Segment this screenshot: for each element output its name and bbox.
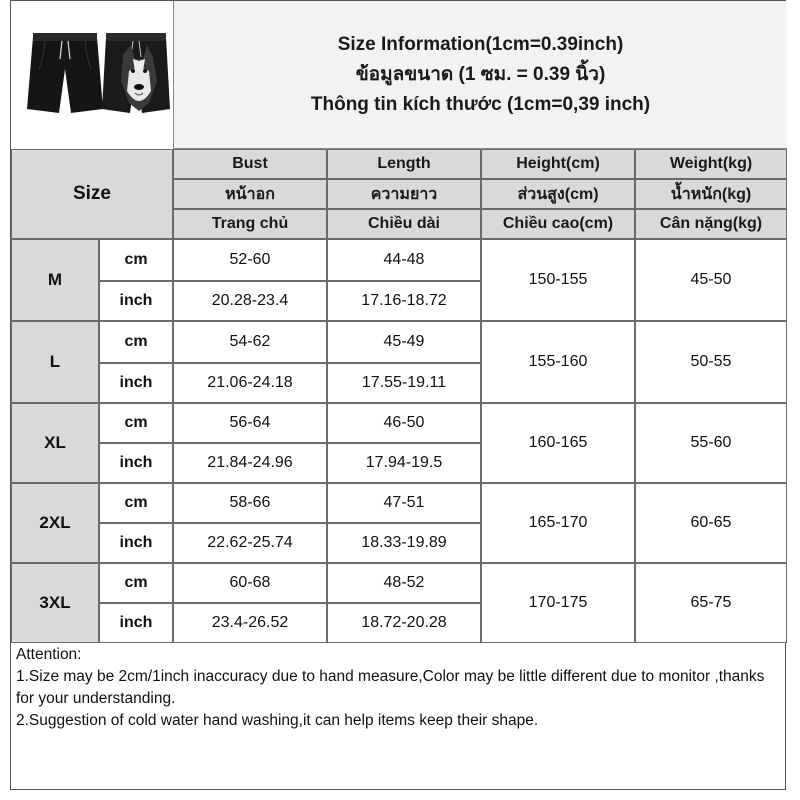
length-cm-m: 44-48 — [327, 239, 481, 281]
unit-inch: inch — [99, 363, 173, 403]
column-height-en: Height(cm) — [481, 149, 635, 179]
size-label-m: M — [11, 239, 99, 321]
column-bust-vi: Trang chủ — [173, 209, 327, 239]
column-length-en: Length — [327, 149, 481, 179]
size-label-l: L — [11, 321, 99, 403]
height-3xl: 170-175 — [481, 563, 635, 643]
unit-cm: cm — [99, 563, 173, 603]
note-line-2: 2.Suggestion of cold water hand washing,it can help items keep their shape. — [16, 712, 539, 729]
column-length-th: ความยาว — [327, 179, 481, 209]
unit-cm: cm — [99, 239, 173, 281]
bust-inch-3xl: 23.4-26.52 — [173, 603, 327, 643]
length-inch-l: 17.55-19.11 — [327, 363, 481, 403]
bust-cm-xl: 56-64 — [173, 403, 327, 443]
husky-print-shorts-image — [101, 31, 171, 117]
height-m: 150-155 — [481, 239, 635, 321]
length-cm-2xl: 47-51 — [327, 483, 481, 523]
attention-notes — [11, 641, 787, 735]
product-photos — [11, 1, 173, 149]
bust-cm-3xl: 60-68 — [173, 563, 327, 603]
column-bust-th: หน้าอก — [173, 179, 327, 209]
column-height-vi: Chiều cao(cm) — [481, 209, 635, 239]
column-weight-en: Weight(kg) — [635, 149, 787, 179]
bust-cm-m: 52-60 — [173, 239, 327, 281]
title-thai: ข้อมูลขนาด (1 ซม. = 0.39 นิ้ว) — [355, 63, 606, 85]
attention-heading: Attention: — [16, 646, 82, 663]
size-chart-sheet — [10, 0, 786, 790]
weight-xl: 55-60 — [635, 403, 787, 483]
unit-inch: inch — [99, 523, 173, 563]
length-cm-l: 45-49 — [327, 321, 481, 363]
unit-cm: cm — [99, 403, 173, 443]
column-bust-en: Bust — [173, 149, 327, 179]
column-weight-th: น้ำหนัก(kg) — [635, 179, 787, 209]
weight-l: 50-55 — [635, 321, 787, 403]
weight-2xl: 60-65 — [635, 483, 787, 563]
bust-inch-l: 21.06-24.18 — [173, 363, 327, 403]
bust-cm-l: 54-62 — [173, 321, 327, 363]
size-header: Size — [11, 149, 173, 239]
height-l: 155-160 — [481, 321, 635, 403]
bust-cm-2xl: 58-66 — [173, 483, 327, 523]
bust-inch-xl: 21.84-24.96 — [173, 443, 327, 483]
column-length-vi: Chiều dài — [327, 209, 481, 239]
weight-m: 45-50 — [635, 239, 787, 321]
unit-inch: inch — [99, 281, 173, 321]
length-inch-2xl: 18.33-19.89 — [327, 523, 481, 563]
length-inch-m: 17.16-18.72 — [327, 281, 481, 321]
length-cm-xl: 46-50 — [327, 403, 481, 443]
column-height-th: ส่วนสูง(cm) — [481, 179, 635, 209]
unit-inch: inch — [99, 443, 173, 483]
bust-inch-2xl: 22.62-25.74 — [173, 523, 327, 563]
unit-cm: cm — [99, 321, 173, 363]
title-vietnamese: Thông tin kích thước (1cm=0,39 inch) — [310, 93, 651, 115]
title-english: Size Information(1cm=0.39inch) — [337, 33, 624, 55]
size-label-xl: XL — [11, 403, 99, 483]
size-label-2xl: 2XL — [11, 483, 99, 563]
size-label-3xl: 3XL — [11, 563, 99, 643]
column-weight-vi: Cân nặng(kg) — [635, 209, 787, 239]
size-information-title — [173, 1, 787, 149]
height-2xl: 165-170 — [481, 483, 635, 563]
height-xl: 160-165 — [481, 403, 635, 483]
weight-3xl: 65-75 — [635, 563, 787, 643]
black-shorts-image — [25, 29, 105, 119]
bust-inch-m: 20.28-23.4 — [173, 281, 327, 321]
length-inch-3xl: 18.72-20.28 — [327, 603, 481, 643]
note-line-1: 1.Size may be 2cm/1inch inaccuracy due to hand measure,Color may be little different due to monitor ,thanks for your understanding. — [16, 668, 765, 707]
unit-cm: cm — [99, 483, 173, 523]
unit-inch: inch — [99, 603, 173, 643]
length-cm-3xl: 48-52 — [327, 563, 481, 603]
length-inch-xl: 17.94-19.5 — [327, 443, 481, 483]
